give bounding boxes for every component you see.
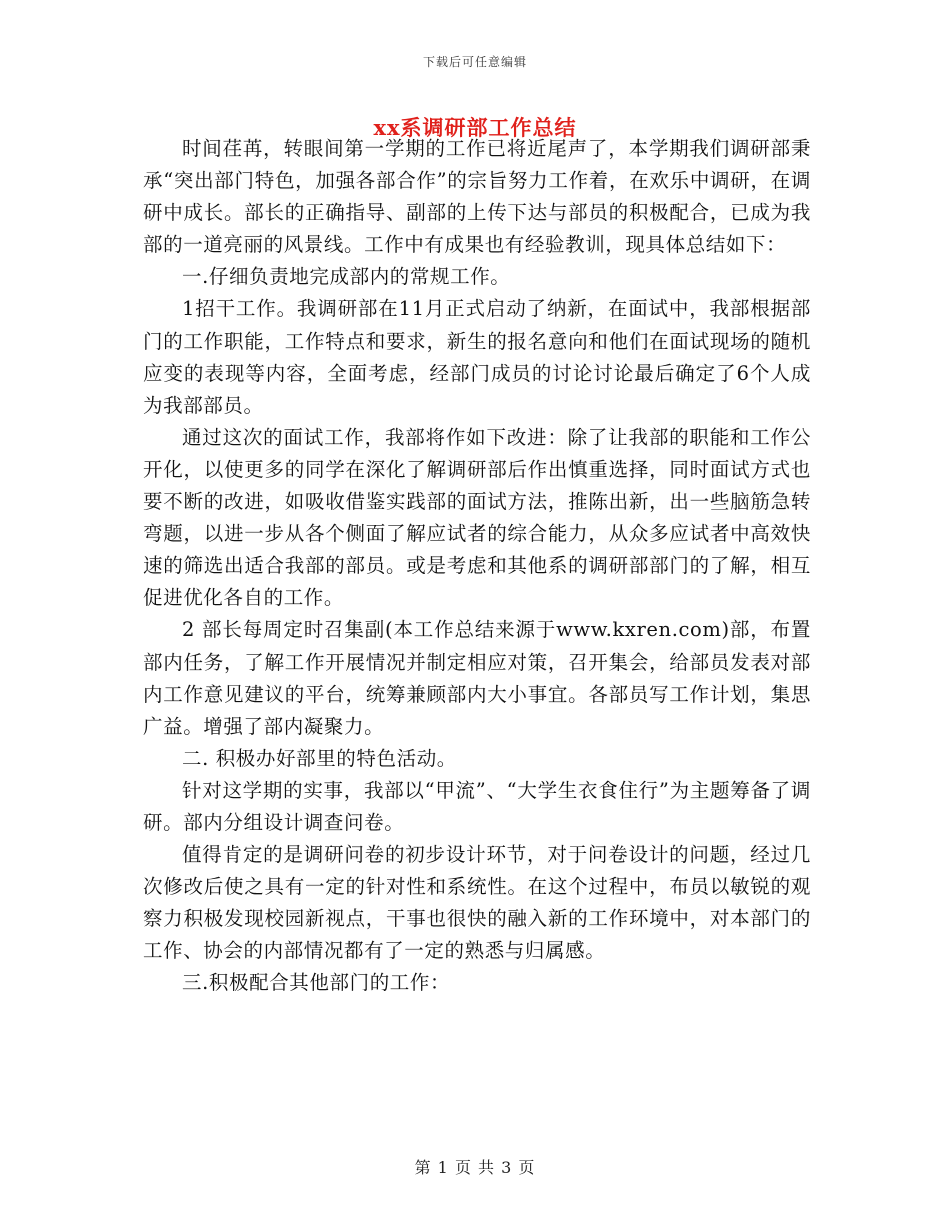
paragraph-survey-topics: 针对这学期的实事，我部以“甲流”、“大学生衣食住行”为主题筹备了调研。部内分组设计调查问卷。 — [143, 778, 811, 834]
header-note: 下载后可任意编辑 — [422, 55, 527, 69]
page-number-footer: 第 1 页 共 3 页 — [414, 1158, 536, 1177]
section-heading-1: 一.仔细负责地完成部内的常规工作。 — [182, 265, 511, 289]
paragraph-recruitment: 1招干工作。我调研部在11月正式启动了纳新，在面试中，我部根据部门的工作职能，工作特点和要求，新生的报名意向和他们在面试现场的随机应变的表现等内容，全面考虑，经部门成员的讨论讨论最后确定了6个人成为我部部员。 — [143, 297, 811, 417]
section-heading-2: 二. 积极办好部里的特色活动。 — [182, 746, 457, 770]
paragraph-weekly-meeting: 2 部长每周定时召集副(本工作总结来源于www.kxren.com)部，布置部内任务，了解工作开展情况并制定相应对策，召开集会，给部员发表对部内工作意见建议的平台，统筹兼顾部内大小事宜。各部员写工作计划，集思广益。增强了部内凝聚力。 — [143, 618, 811, 738]
paragraph-improvements: 通过这次的面试工作，我部将作如下改进：除了让我部的职能和工作公开化，以使更多的同学在深化了解调研部后作出慎重选择，同时面试方式也要不断的改进，如吸收借鉴实践部的面试方法，推陈出新，出一些脑筋急转弯题，以进一步从各个侧面了解应试者的综合能力，从众多应试者中高效快速的筛选出适合我部的部员。或是考虑和其他系的调研部部门的了解，相互促进优化各自的工作。 — [143, 425, 811, 610]
paragraph-survey-design: 值得肯定的是调研问卷的初步设计环节，对于问卷设计的问题，经过几次修改后使之具有一定的针对性和系统性。在这个过程中，布员以敏锐的观察力积极发现校园新视点，干事也很快的融入新的工作环境中，对本部门的工作、协会的内部情况都有了一定的熟悉与归属感。 — [143, 843, 811, 963]
document-body — [143, 133, 811, 1000]
paragraph-intro: 时间荏苒，转眼间第一学期的工作已将近尾声了，本学期我们调研部秉承“突出部门特色，加强各部合作”的宗旨努力工作着，在欢乐中调研，在调研中成长。部长的正确指导、副部的上传下达与部员的积极配合，已成为我部的一道亮丽的风景线。工作中有成果也有经验教训，现具体总结如下： — [143, 137, 811, 257]
document-title: xx系调研部工作总结 — [373, 115, 577, 140]
section-heading-3: 三.积极配合其他部门的工作： — [182, 971, 451, 995]
